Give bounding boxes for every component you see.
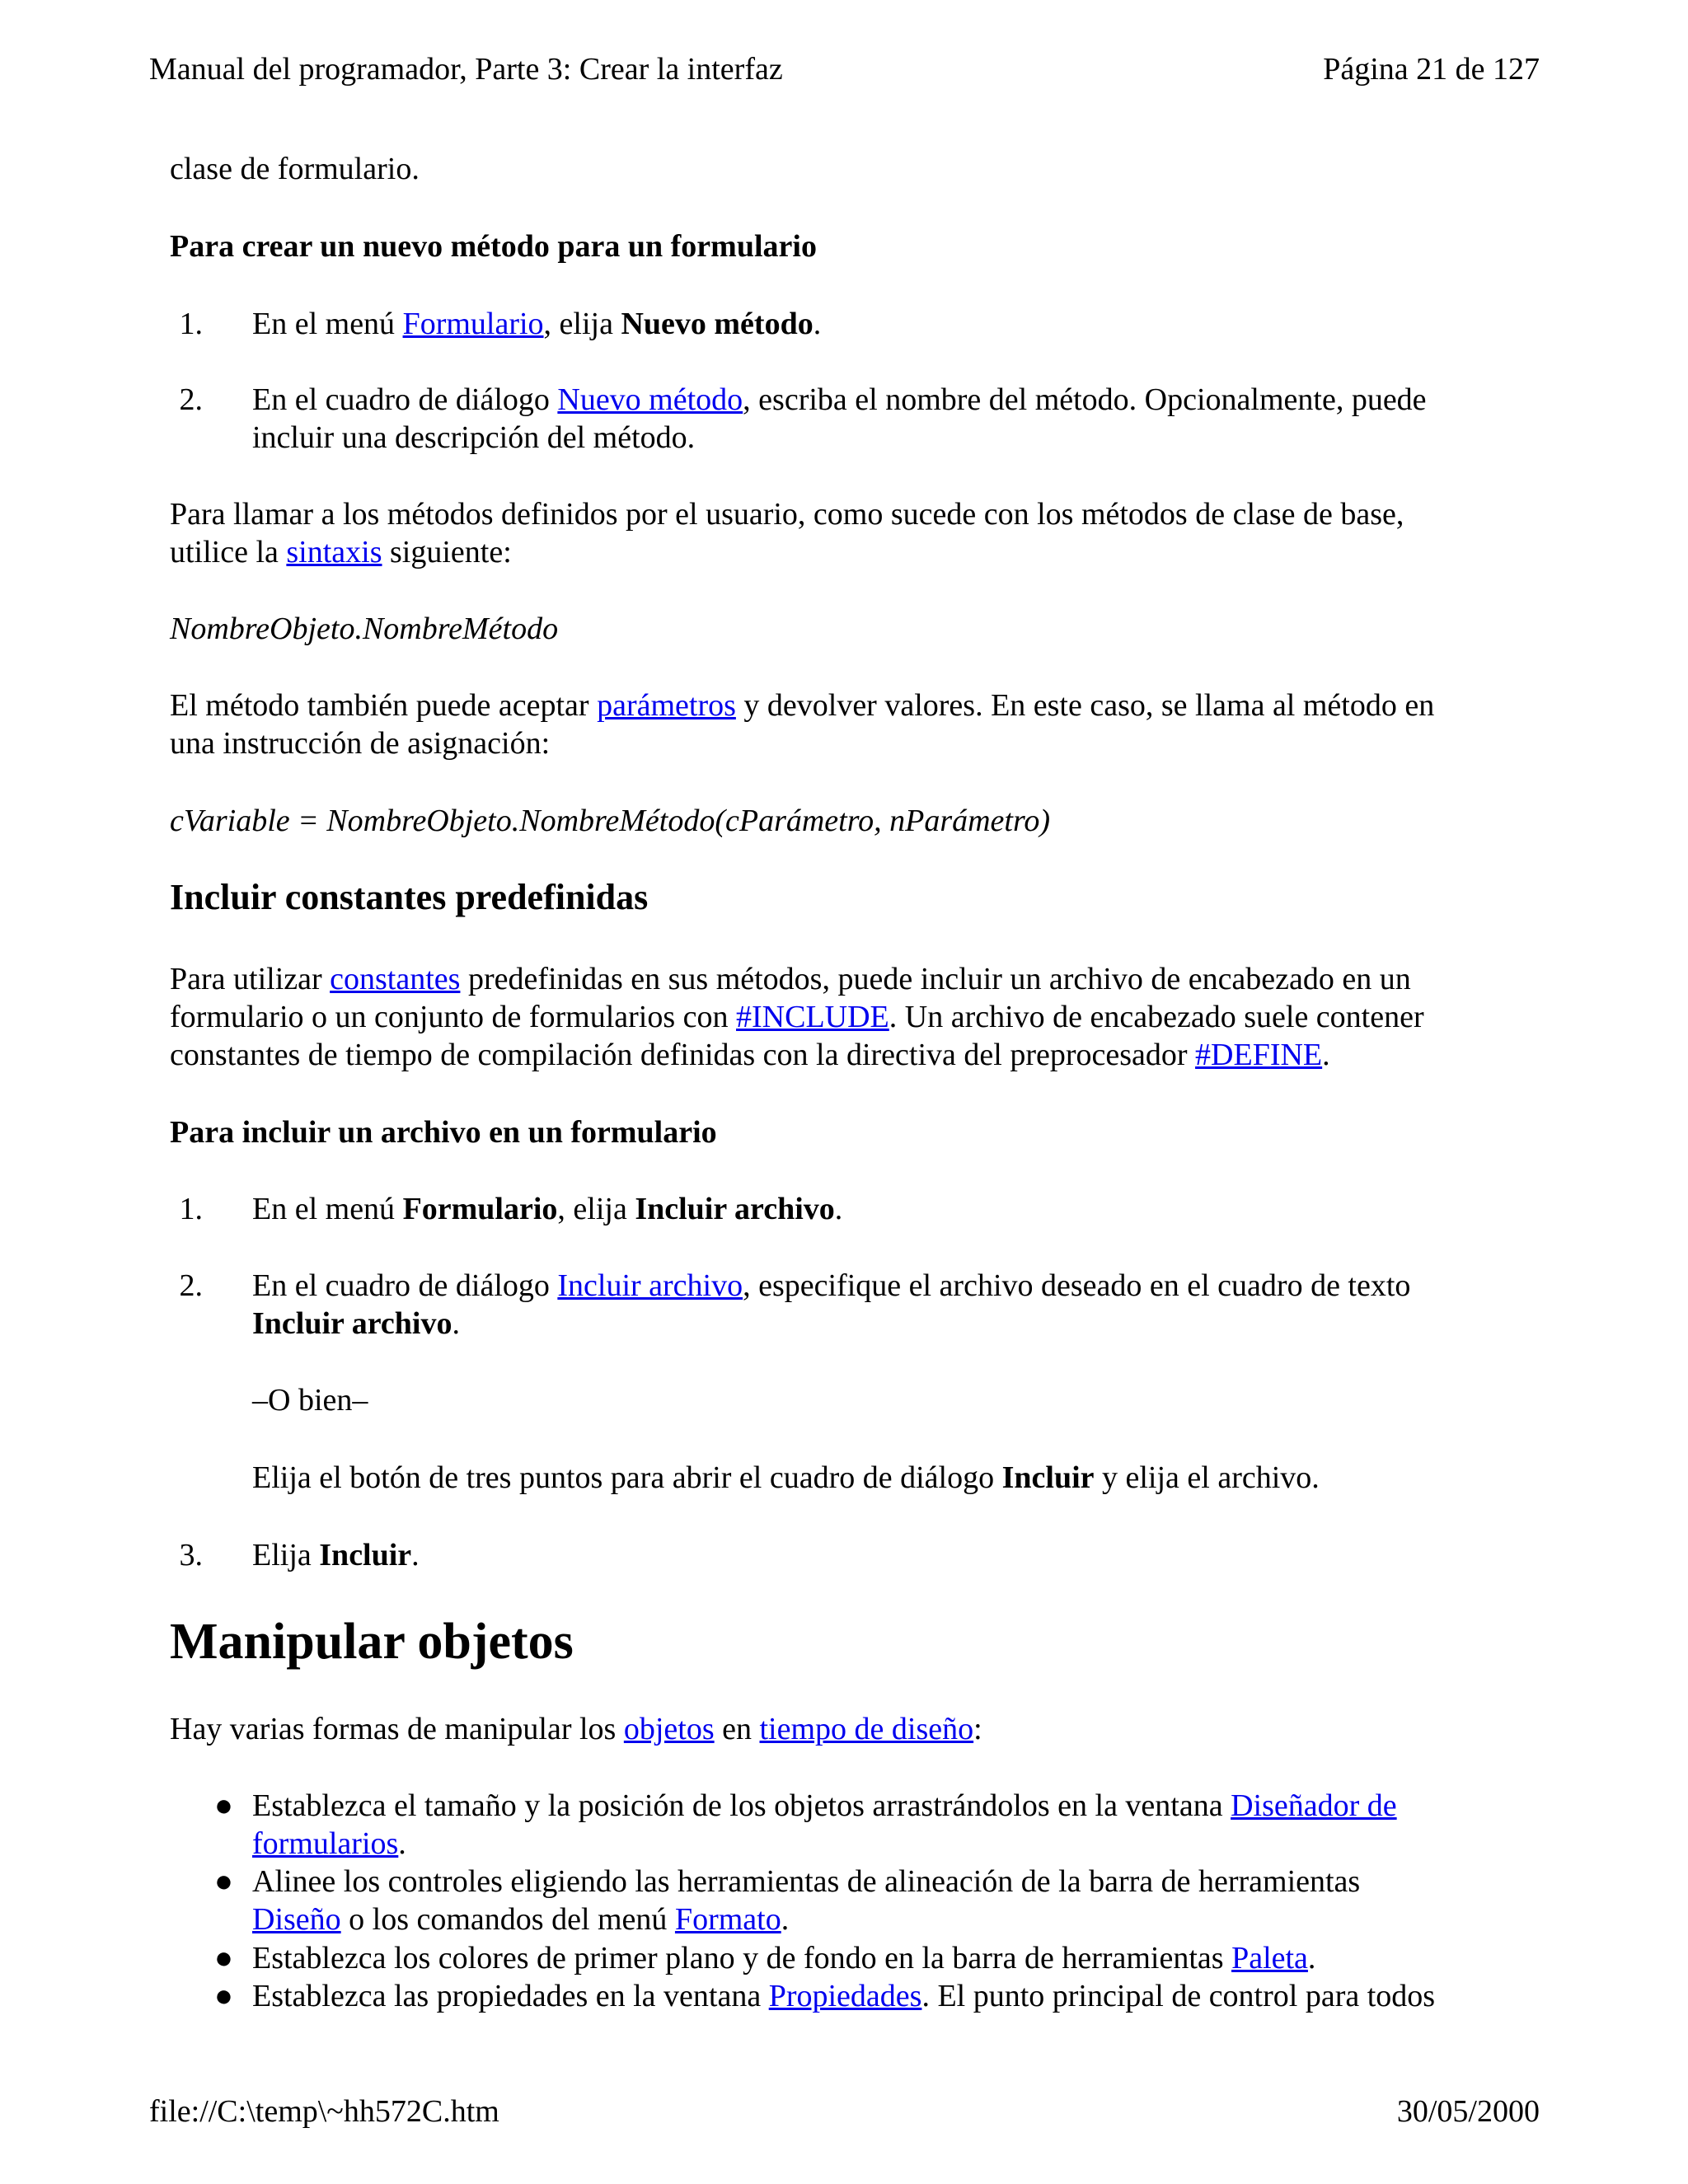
running-header-title: Manual del programador, Parte 3: Crear la interfaz xyxy=(149,52,783,87)
step-text: incluir una descripción del método. xyxy=(252,420,696,455)
paragraph-text: utilice la xyxy=(170,535,287,569)
step-text: , elija xyxy=(543,307,621,341)
link-sintaxis[interactable]: sintaxis xyxy=(286,535,382,569)
link-disenador-de-formularios-cont[interactable]: formularios xyxy=(252,1826,399,1861)
link-propiedades[interactable]: Propiedades xyxy=(768,1979,922,2013)
list-item xyxy=(179,1536,1554,1574)
paragraph-text: El método también puede aceptar xyxy=(170,688,598,723)
step-text: . xyxy=(411,1538,420,1572)
link-nuevo-metodo-dialog[interactable]: Nuevo método xyxy=(557,382,743,417)
list-number: 2. xyxy=(179,1268,203,1303)
paragraph-text: . xyxy=(1322,1038,1330,1072)
bullet-text: Alinee los controles eligiendo las herramientas de alineación de la barra de herramientas xyxy=(252,1864,1361,1899)
link-objetos[interactable]: objetos xyxy=(623,1712,715,1746)
paragraph-text: Para utilizar xyxy=(170,962,331,996)
link-include[interactable]: #INCLUDE xyxy=(736,1000,889,1034)
paragraph-text: formulario o un conjunto de formularios con xyxy=(170,1000,737,1034)
or-separator: –O bien– xyxy=(252,1383,368,1418)
list-number: 3. xyxy=(179,1538,203,1572)
link-constantes[interactable]: constantes xyxy=(330,962,461,996)
running-header-page-number: Página 21 de 127 xyxy=(1323,52,1540,87)
paragraph-text: Hay varias formas de manipular los xyxy=(170,1712,624,1746)
step-text: En el menú xyxy=(252,1192,403,1226)
paragraph-text: constantes de tiempo de compilación definidas con la directiva del preprocesador xyxy=(170,1038,1196,1072)
list-item xyxy=(214,1863,1554,1938)
list-number: 1. xyxy=(179,307,203,341)
syntax-text: cVariable = NombreObjeto.NombreMétodo(cParámetro, nParámetro) xyxy=(170,804,1051,838)
list-item xyxy=(179,381,1554,457)
section-heading-new-method: Para crear un nuevo método para un formulario xyxy=(170,229,817,264)
list-item xyxy=(214,1787,1554,1863)
paragraph-text: y devolver valores. En este caso, se llama al método en xyxy=(735,688,1435,723)
step-text: Elija el botón de tres puntos para abrir el cuadro de diálogo xyxy=(252,1460,1002,1495)
link-disenador-de-formularios[interactable]: Diseñador de xyxy=(1231,1788,1397,1823)
bullet-text: . xyxy=(781,1902,790,1937)
link-tiempo-de-diseno[interactable]: tiempo de diseño xyxy=(759,1712,974,1746)
bullet-text: Establezca el tamaño y la posición de los objetos arrastrándolos en la ventana xyxy=(252,1788,1231,1823)
list-item xyxy=(214,1977,1554,2015)
bullet-icon: ● xyxy=(214,1864,233,1899)
link-diseno-toolbar[interactable]: Diseño xyxy=(252,1902,341,1937)
menu-name-formulario: Formulario xyxy=(402,1192,558,1226)
paragraph-parameters xyxy=(170,687,1554,762)
step-text: . xyxy=(813,307,822,341)
alternative-step xyxy=(252,1459,1554,1497)
step-text: Elija xyxy=(252,1538,320,1572)
section-heading-constants: Incluir constantes predefinidas xyxy=(170,877,649,917)
link-define[interactable]: #DEFINE xyxy=(1195,1038,1323,1072)
paragraph-text: Para llamar a los métodos definidos por el usuario, como sucede con los métodos de clase de base, xyxy=(170,497,1404,532)
link-parametros[interactable]: parámetros xyxy=(597,688,736,723)
step-text: , especifique el archivo deseado en el cuadro de texto xyxy=(743,1268,1411,1303)
paragraph-text: en xyxy=(714,1712,760,1746)
list-item xyxy=(179,1190,1554,1228)
paragraph-text: una instrucción de asignación: xyxy=(170,726,551,761)
bullet-text: . xyxy=(1307,1941,1316,1975)
running-footer-date: 30/05/2000 xyxy=(1396,2094,1540,2129)
bullet-text: Establezca las propiedades en la ventana xyxy=(252,1979,769,2013)
bullet-icon: ● xyxy=(214,1941,233,1975)
intro-paragraph: clase de formulario. xyxy=(170,152,420,186)
menu-command-incluir-archivo: Incluir archivo xyxy=(635,1192,835,1226)
bullet-text: . xyxy=(398,1826,406,1861)
list-item xyxy=(179,305,1554,343)
link-paleta[interactable]: Paleta xyxy=(1231,1941,1308,1975)
bullet-icon: ● xyxy=(214,1979,233,2013)
step-text: y elija el archivo. xyxy=(1094,1460,1320,1495)
paragraph-ways xyxy=(170,1710,1554,1748)
section-heading-include-file: Para incluir un archivo en un formulario xyxy=(170,1115,717,1150)
bullet-text: Establezca los colores de primer plano y de fondo en la barra de herramientas xyxy=(252,1941,1232,1975)
paragraph-text: : xyxy=(973,1712,982,1746)
step-text: En el cuadro de diálogo xyxy=(252,1268,558,1303)
textbox-name-incluir-archivo: Incluir archivo xyxy=(252,1306,452,1341)
link-formato-menu[interactable]: Formato xyxy=(674,1902,781,1937)
step-text: . xyxy=(834,1192,843,1226)
dialog-name-incluir: Incluir xyxy=(1001,1460,1095,1495)
bullet-icon: ● xyxy=(214,1788,233,1823)
step-text: En el cuadro de diálogo xyxy=(252,382,558,417)
list-number: 2. xyxy=(179,382,203,417)
step-text: En el menú xyxy=(252,307,403,341)
paragraph-text: predefinidas en sus métodos, puede incluir un archivo de encabezado en un xyxy=(460,962,1411,996)
bullet-text: . El punto principal de control para todos xyxy=(921,1979,1436,2013)
list-item xyxy=(179,1267,1554,1343)
step-text: . xyxy=(452,1306,460,1341)
syntax-text: NombreObjeto.NombreMétodo xyxy=(170,612,559,646)
step-text: , elija xyxy=(557,1192,635,1226)
paragraph-call-methods xyxy=(170,495,1554,571)
running-footer-path: file://C:\temp\~hh572C.htm xyxy=(149,2094,499,2129)
step-text: , escriba el nombre del método. Opcionalmente, puede xyxy=(743,382,1427,417)
link-formulario-menu[interactable]: Formulario xyxy=(402,307,544,341)
syntax-example xyxy=(170,802,1554,840)
chapter-heading-manipulate-objects: Manipular objetos xyxy=(170,1614,574,1670)
paragraph-constants xyxy=(170,960,1554,1074)
menu-command-nuevo-metodo: Nuevo método xyxy=(621,307,814,341)
button-name-incluir: Incluir xyxy=(319,1538,412,1572)
link-incluir-archivo-dialog[interactable]: Incluir archivo xyxy=(557,1268,743,1303)
paragraph-text: . Un archivo de encabezado suele contener xyxy=(889,1000,1424,1034)
bullet-text: o los comandos del menú xyxy=(340,1902,675,1937)
list-number: 1. xyxy=(179,1192,203,1226)
list-item xyxy=(214,1939,1554,1977)
syntax-example xyxy=(170,610,1554,648)
paragraph-text: siguiente: xyxy=(382,535,512,569)
